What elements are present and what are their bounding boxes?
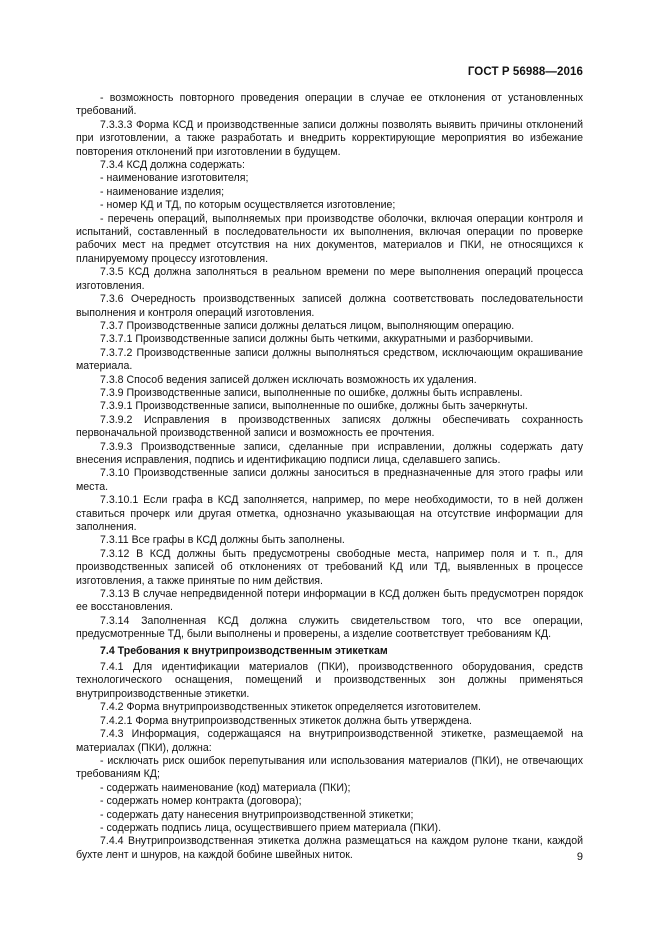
paragraph: 7.3.9.3 Производственные записи, сделанные при исправлении, должны содержать дату внесения исправления, подпись и идентификацию подписи лица, сделавшего запись.	[76, 440, 583, 466]
paragraph: 7.4.3 Информация, содержащаяся на внутрипроизводственной этикетке, размещаемой на материалах (ПКИ), должна:	[76, 728, 583, 754]
paragraph: 7.4.2.1 Форма внутрипроизводственных этикеток должна быть утверждена.	[100, 714, 472, 727]
paragraph: 7.3.3.3 Форма КСД и производственные записи должны позволять выявить причины отклонений при изготовлении, а также разработать и внедрить корректирующие мероприятия во избежание повторения отклонений при изготовлении в будущем.	[76, 118, 583, 158]
paragraph: 7.4.1 Для идентификации материалов (ПКИ), производственного оборудования, средств технологического оснащения, помещений и производственных зон должны применяться внутрипроизводственные этикетки.	[76, 661, 583, 700]
document-code: ГОСТ Р 56988—2016	[467, 66, 583, 78]
paragraph: 7.3.7.1 Производственные записи должны быть четкими, аккуратными и разборчивыми.	[100, 333, 534, 346]
paragraph: - возможность повторного проведения операции в случае ее отклонения от установленных требований.	[76, 92, 583, 118]
list-item: - содержать дату нанесения внутрипроизводственной этикетки;	[100, 808, 414, 821]
list-item: - перечень операций, выполняемых при производстве оболочки, включая операции контроля и испытаний, составленный в последовательности их выполнения, включая операции по проверке рабочих мест на предмет отсутствия на них документов, материалов и ПКИ, не относящихся к планируемому процессу изготовления.	[76, 212, 583, 265]
paragraph: 7.3.5 КСД должна заполняться в реальном времени по мере выполнения операций процесса изготовления.	[76, 266, 583, 292]
list-item: - содержать наименование (код) материала (ПКИ);	[100, 781, 351, 794]
paragraph: 7.3.11 Все графы в КСД должны быть заполнены.	[100, 534, 345, 547]
paragraph: 7.4.2 Форма внутрипроизводственных этикеток определяется изготовителем.	[100, 701, 481, 714]
paragraph: 7.3.13 В случае непредвиденной потери информации в КСД должен быть предусмотрен порядок ее восстановления.	[76, 588, 583, 614]
document-body	[76, 92, 583, 862]
paragraph: 7.3.6 Очередность производственных записей должна соответствовать последовательности выполнения и контроля операций изготовления.	[76, 293, 583, 319]
paragraph: 7.3.7 Производственные записи должны делаться лицом, выполняющим операцию.	[100, 319, 515, 332]
paragraph: 7.3.10 Производственные записи должны заноситься в предназначенные для этого графы или места.	[76, 467, 583, 493]
paragraph: 7.3.10.1 Если графа в КСД заполняется, например, по мере необходимости, то в ней должен ставиться прочерк или другая отметка, однозначно указывающая на отсутствие информации для заполнения.	[76, 494, 583, 533]
section-title: 7.4 Требования к внутрипроизводственным этикеткам	[100, 644, 388, 657]
list-item: - наименование изделия;	[100, 185, 225, 198]
page-number: 9	[576, 851, 583, 863]
paragraph: 7.3.14 Заполненная КСД должна служить свидетельством того, что все операции, предусмотренные ТД, были выполнены и проверены, а изделие соответствует требованиям КД.	[76, 614, 583, 641]
list-item: - содержать подпись лица, осуществившего прием материала (ПКИ).	[100, 821, 442, 834]
paragraph: 7.3.9 Производственные записи, выполненные по ошибке, должны быть исправлены.	[100, 386, 523, 399]
list-item: - наименование изготовителя;	[100, 172, 249, 185]
paragraph: 7.3.4 КСД должна содержать:	[100, 159, 245, 172]
paragraph: 7.3.9.1 Производственные записи, выполненные по ошибке, должны быть зачеркнуты.	[100, 400, 528, 413]
paragraph: 7.3.7.2 Производственные записи должны выполняться средством, исключающим окрашивание материала.	[76, 346, 583, 373]
paragraph: 7.4.4 Внутрипроизводственная этикетка должна размещаться на каждом рулоне ткани, каждой бухте лент и шнуров, на каждой бобине швейных ниток.	[76, 835, 583, 861]
paragraph: 7.3.9.2 Исправления в производственных записях должны обеспечивать сохранность первоначальной производственной записи и возможность ее прочтения.	[76, 413, 583, 440]
list-item: - содержать номер контракта (договора);	[100, 795, 302, 808]
list-item: - номер КД и ТД, по которым осуществляется изготовление;	[100, 199, 396, 212]
paragraph: 7.3.8 Способ ведения записей должен исключать возможность их удаления.	[100, 373, 477, 386]
paragraph: 7.3.12 В КСД должны быть предусмотрены свободные места, например поля и т. п., для производственных записей об отклонениях от требований КД или ТД, выявленных в процессе изготовления, а также принятые по ним действия.	[76, 547, 583, 587]
list-item: - исключать риск ошибок перепутывания или использования материалов (ПКИ), не отвечающих требованиям КД;	[76, 754, 583, 781]
